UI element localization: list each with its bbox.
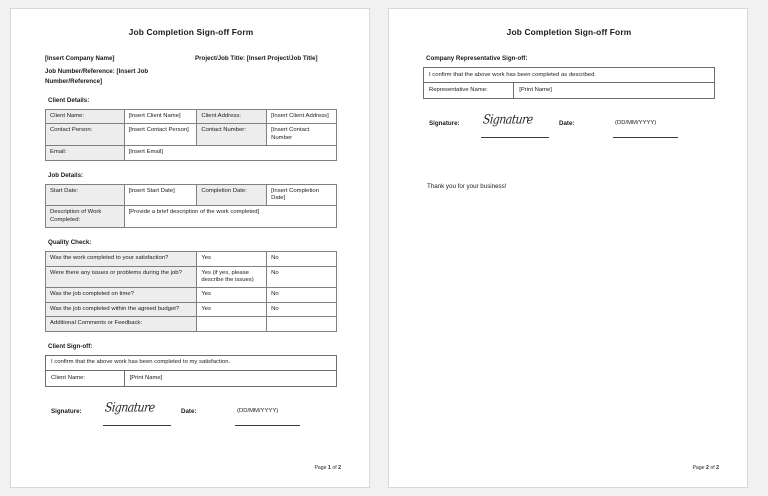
header-row	[45, 55, 337, 66]
client-name-input[interactable]: [Print Name]	[124, 371, 336, 386]
page-title: Job Completion Sign-off Form	[128, 27, 254, 37]
table-row	[46, 124, 337, 146]
cell-no-option[interactable]: No	[267, 252, 337, 266]
date-placeholder: (DD/MM/YYYY)	[615, 119, 657, 126]
page-2-content	[423, 27, 715, 190]
date-line[interactable]	[613, 137, 678, 138]
cell-yes-option[interactable]: Yes	[197, 302, 267, 316]
company-name-field: [Insert Company Name]	[45, 55, 115, 62]
footer-total-pages: 2	[716, 465, 719, 471]
table-row	[46, 146, 337, 160]
cell-label: Contact Number:	[197, 124, 267, 146]
cell-question: Was the job completed within the agreed budget?	[46, 302, 197, 316]
footer-prefix: Page	[314, 465, 328, 471]
job-details-table	[45, 184, 337, 229]
cell-value[interactable]: [Insert Client Address]	[267, 110, 337, 124]
cell-yes-option[interactable]: Yes	[197, 288, 267, 302]
table-row	[46, 184, 337, 206]
document-page-1[interactable]	[10, 8, 370, 488]
cell-no-option[interactable]: No	[267, 288, 337, 302]
client-details-heading: Client Details:	[48, 97, 90, 104]
cell-value[interactable]: [Insert Client Name]	[124, 110, 197, 124]
cell-value[interactable]: [Insert Contact Number	[267, 124, 337, 146]
cell-yes-option[interactable]: Yes (if yes, please describe the issues)	[197, 266, 267, 288]
cell-question: Additional Comments or Feedback:	[46, 317, 197, 331]
date-label: Date:	[181, 407, 197, 415]
cell-no-option[interactable]: No	[267, 266, 337, 288]
client-signoff-table	[45, 355, 337, 387]
cell-value[interactable]: [Provide a brief description of the work completed]	[124, 206, 336, 228]
footer-total-pages: 2	[338, 465, 341, 471]
signature-label: Signature:	[51, 407, 82, 415]
cell-question: Was the job completed on time?	[46, 288, 197, 302]
page-2-footer	[692, 465, 719, 471]
page-1-footer	[314, 465, 341, 471]
cell-value[interactable]: [Insert Completion Date]	[267, 184, 337, 206]
job-number-field: Job Number/Reference: [Insert Job Number/Reference]	[45, 68, 149, 85]
cell-label: Description of Work Completed:	[46, 206, 125, 228]
table-row	[46, 302, 337, 316]
cell-value[interactable]: [Insert Start Date]	[124, 184, 197, 206]
client-name-label: Client Name:	[46, 371, 125, 386]
table-row	[46, 266, 337, 288]
page-1-content	[45, 27, 337, 441]
date-line[interactable]	[235, 425, 300, 426]
table-row	[46, 371, 337, 386]
table-row	[46, 288, 337, 302]
quality-check-heading: Quality Check:	[48, 239, 92, 247]
footer-current-page: 2	[706, 465, 709, 471]
signature-line[interactable]	[103, 425, 171, 426]
document-page-2[interactable]	[388, 8, 748, 488]
cell-no-option[interactable]	[267, 317, 337, 331]
footer-current-page: 1	[328, 465, 331, 471]
footer-middle: of	[330, 465, 339, 471]
client-signoff-heading: Client Sign-off:	[48, 342, 93, 350]
rep-signoff-heading: Company Representative Sign-off:	[426, 55, 528, 62]
table-row	[46, 355, 337, 370]
cell-question: Was the work completed to your satisfaction?	[46, 252, 197, 266]
cell-yes-option[interactable]: Yes	[197, 252, 267, 266]
date-placeholder: (DD/MM/YYYY)	[237, 407, 279, 414]
table-row	[46, 252, 337, 266]
page-title: Job Completion Sign-off Form	[506, 27, 632, 37]
confirmation-statement: I confirm that the above work has been completed to my satisfaction.	[46, 355, 337, 370]
date-label: Date:	[559, 119, 575, 127]
cell-label: Client Name:	[46, 110, 125, 124]
quality-check-table	[45, 251, 337, 331]
signature-mark: Signature	[482, 111, 534, 127]
cell-label: Completion Date:	[197, 184, 267, 206]
signature-line[interactable]	[481, 137, 549, 138]
cell-value[interactable]: [Insert Email]	[124, 146, 336, 160]
cell-yes-option[interactable]	[197, 317, 267, 331]
confirmation-statement: I confirm that the above work has been completed as described.	[424, 68, 715, 83]
signature-label: Signature:	[429, 119, 460, 127]
thank-you-message: Thank you for your business!	[427, 182, 507, 190]
cell-no-option[interactable]: No	[267, 302, 337, 316]
cell-label: Contact Person:	[46, 124, 125, 146]
signature-mark: Signature	[104, 399, 156, 415]
table-row	[424, 68, 715, 83]
cell-label: Email:	[46, 146, 125, 160]
rep-signature-area	[423, 113, 715, 153]
client-details-table	[45, 109, 337, 161]
job-details-heading: Job Details:	[48, 171, 84, 179]
rep-name-label: Representative Name:	[424, 83, 514, 98]
client-signature-area	[45, 401, 337, 441]
table-row	[46, 317, 337, 331]
cell-label: Start Date:	[46, 184, 125, 206]
footer-prefix: Page	[692, 465, 706, 471]
table-row	[424, 83, 715, 98]
cell-value[interactable]: [Insert Contact Person]	[124, 124, 197, 146]
table-row	[46, 206, 337, 228]
cell-label: Client Address:	[197, 110, 267, 124]
footer-middle: of	[708, 465, 717, 471]
table-row	[46, 110, 337, 124]
rep-name-input[interactable]: [Print Name]	[514, 83, 715, 98]
cell-question: Were there any issues or problems during the job?	[46, 266, 197, 288]
rep-signoff-table	[423, 67, 715, 99]
project-job-title-field: Project/Job Title: [Insert Project/Job Title]	[195, 55, 318, 62]
